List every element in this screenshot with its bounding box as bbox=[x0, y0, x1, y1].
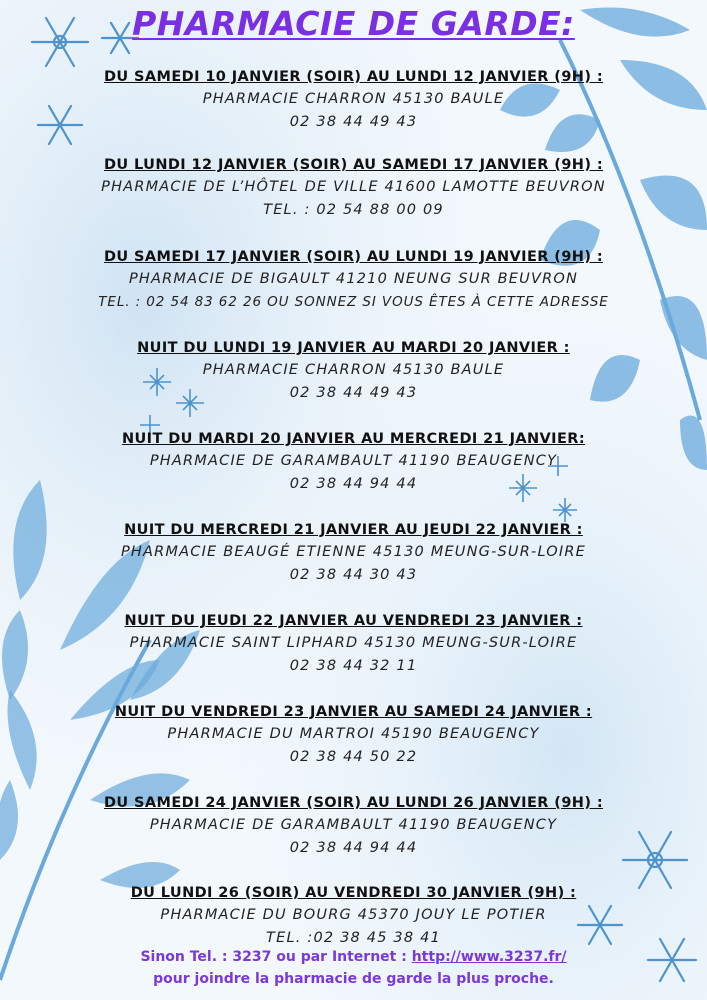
pharmacy-phone: 02 38 44 94 44 bbox=[289, 840, 418, 856]
duty-period: NUIT DU MARDI 20 JANVIER AU MERCREDI 21 JANVIER: bbox=[121, 431, 586, 447]
footer-note bbox=[0, 946, 707, 990]
duty-period: DU LUNDI 12 JANVIER (SOIR) AU SAMEDI 17 JANVIER (9H) : bbox=[103, 157, 604, 173]
duty-entry bbox=[0, 701, 707, 769]
pharmacy-phone: TEL. : 02 54 83 62 26 OU SONNEZ SI VOUS ÊTES À CETTE ADRESSE bbox=[98, 294, 609, 310]
pharmacy-name: PHARMACIE BEAUGÉ ETIENNE 45130 MEUNG-SUR-LOIRE bbox=[120, 544, 587, 560]
pharmacy-phone: 02 38 44 49 43 bbox=[289, 385, 418, 401]
website-link[interactable]: http://www.3237.fr/ bbox=[411, 949, 567, 965]
page-title: PHARMACIE DE GARDE: bbox=[132, 4, 575, 43]
duty-period: NUIT DU VENDREDI 23 JANVIER AU SAMEDI 24 JANVIER : bbox=[114, 704, 593, 720]
pharmacy-phone: 02 38 44 32 11 bbox=[289, 658, 418, 674]
duty-entry bbox=[0, 337, 707, 405]
duty-period: DU SAMEDI 10 JANVIER (SOIR) AU LUNDI 12 JANVIER (9H) : bbox=[103, 69, 604, 85]
duty-entry bbox=[0, 610, 707, 678]
duty-period: NUIT DU JEUDI 22 JANVIER AU VENDREDI 23 JANVIER : bbox=[124, 613, 583, 629]
pharmacy-name: PHARMACIE DE GARAMBAULT 41190 BEAUGENCY bbox=[149, 817, 558, 833]
duty-period: NUIT DU LUNDI 19 JANVIER AU MARDI 20 JANVIER : bbox=[137, 340, 570, 356]
pharmacy-name: PHARMACIE DU BOURG 45370 JOUY LE POTIER bbox=[160, 907, 547, 923]
footer-line-2: pour joindre la pharmacie de garde la plus proche. bbox=[153, 971, 554, 987]
pharmacy-name: PHARMACIE DU MARTROI 45190 BEAUGENCY bbox=[167, 726, 540, 742]
pharmacy-phone: 02 38 44 50 22 bbox=[289, 749, 418, 765]
pharmacy-phone: TEL. : 02 54 88 00 09 bbox=[263, 202, 444, 218]
pharmacy-phone: 02 38 44 94 44 bbox=[289, 476, 418, 492]
duty-entry bbox=[0, 154, 707, 222]
pharmacy-name: PHARMACIE DE BIGAULT 41210 NEUNG SUR BEUVRON bbox=[128, 271, 579, 287]
duty-entry bbox=[0, 428, 707, 496]
duty-period: NUIT DU MERCREDI 21 JANVIER AU JEUDI 22 JANVIER : bbox=[124, 522, 583, 538]
pharmacy-name: PHARMACIE CHARRON 45130 BAULE bbox=[202, 362, 505, 378]
duty-entry bbox=[0, 792, 707, 860]
pharmacy-name: PHARMACIE SAINT LIPHARD 45130 MEUNG-SUR-LOIRE bbox=[129, 635, 578, 651]
pharmacy-name: PHARMACIE DE L’HÔTEL DE VILLE 41600 LAMOTTE BEUVRON bbox=[101, 179, 606, 195]
footer-line-1 bbox=[0, 946, 707, 968]
pharmacy-name: PHARMACIE DE GARAMBAULT 41190 BEAUGENCY bbox=[149, 453, 558, 469]
duty-entry bbox=[0, 66, 707, 134]
duty-entry bbox=[0, 246, 707, 314]
pharmacy-phone: 02 38 44 49 43 bbox=[289, 114, 418, 130]
duty-entry bbox=[0, 882, 707, 950]
pharmacy-phone: 02 38 44 30 43 bbox=[289, 567, 418, 583]
duty-period: DU SAMEDI 17 JANVIER (SOIR) AU LUNDI 19 JANVIER (9H) : bbox=[103, 249, 604, 265]
duty-period: DU SAMEDI 24 JANVIER (SOIR) AU LUNDI 26 JANVIER (9H) : bbox=[103, 795, 604, 811]
pharmacy-phone: TEL. :02 38 45 38 41 bbox=[266, 930, 441, 946]
footer-prefix: Sinon Tel. : 3237 ou par Internet : bbox=[140, 949, 412, 965]
duty-period: DU LUNDI 26 (SOIR) AU VENDREDI 30 JANVIER (9H) : bbox=[130, 885, 577, 901]
pharmacy-name: PHARMACIE CHARRON 45130 BAULE bbox=[202, 91, 505, 107]
duty-entry bbox=[0, 519, 707, 587]
